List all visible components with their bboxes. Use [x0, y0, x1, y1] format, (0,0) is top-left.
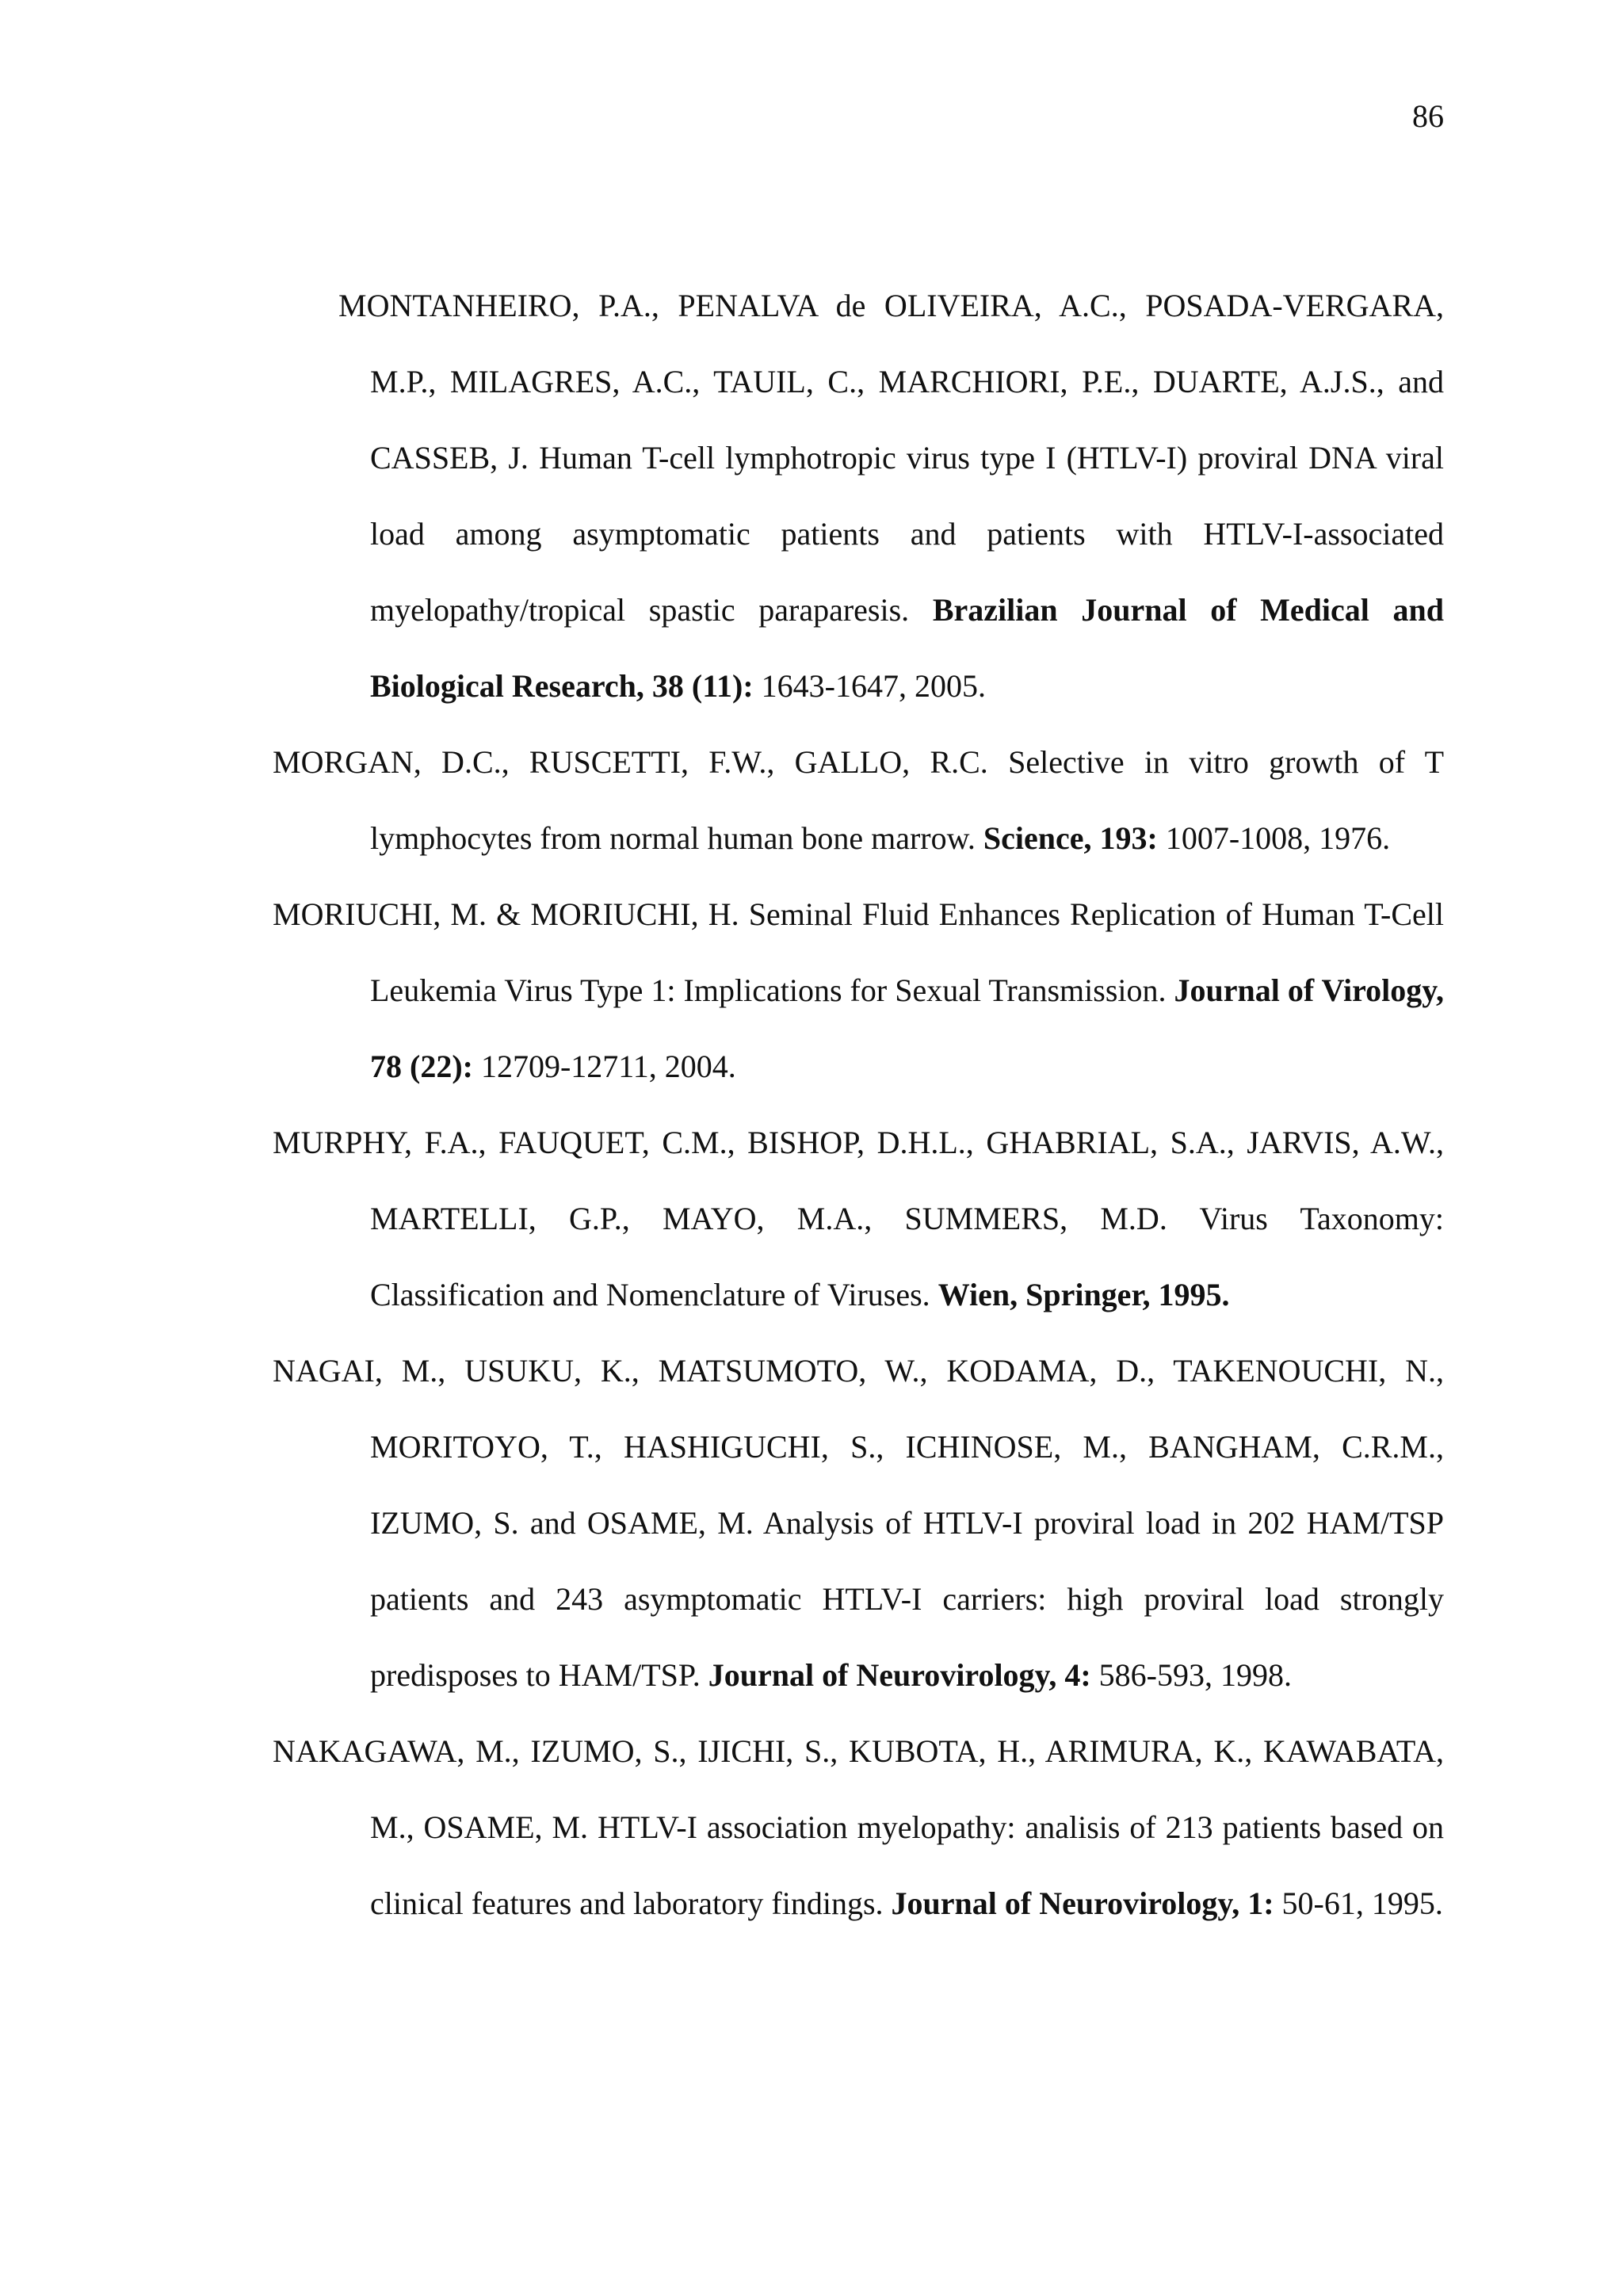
- reference-details: 1643-1647, 2005.: [761, 668, 986, 704]
- reference-journal: Journal of Virology, 78 (22):: [370, 972, 1445, 1084]
- reference-entry: [273, 724, 1444, 877]
- reference-journal: Journal of Neurovirology, 4:: [708, 1657, 1091, 1693]
- reference-authors: MONTANHEIRO, P.A., PENALVA de OLIVEIRA, A.C., POSADA-VERGARA, M.P., MILAGRES, A.C., TAUIL, C., MARCHIORI, P.E., DUARTE, A.J.S., and CASSEB, J.: [338, 288, 1444, 476]
- reference-authors: MORIUCHI, M. & MORIUCHI, H.: [273, 896, 739, 932]
- reference-authors: NAKAGAWA, M., IZUMO, S., IJICHI, S., KUBOTA, H., ARIMURA, K., KAWABATA, M., OSAME, M.: [273, 1733, 1444, 1845]
- reference-journal: Journal of Neurovirology, 1:: [891, 1885, 1274, 1921]
- reference-authors: NAGAI, M., USUKU, K., MATSUMOTO, W., KODAMA, D., TAKENOUCHI, N., MORITOYO, T., HASHIGUCHI, S., ICHINOSE, M., BANGHAM, C.R.M., IZUMO, S. and OSAME, M.: [273, 1353, 1444, 1541]
- reference-entry: [273, 1713, 1444, 1942]
- reference-list: [273, 268, 1444, 1942]
- page-number: 86: [1412, 98, 1444, 134]
- reference-title: Human T-cell lymphotropic virus type I (HTLV-I) proviral DNA viral load among asymptomatic patients and patients with HTLV-I-associated myelopathy/tropical spastic paraparesis.: [370, 440, 1445, 628]
- reference-authors: MURPHY, F.A., FAUQUET, C.M., BISHOP, D.H.L., GHABRIAL, S.A., JARVIS, A.W., MARTELLI, G.P., MAYO, M.A., SUMMERS, M.D.: [273, 1125, 1444, 1236]
- reference-details: 1007-1008, 1976.: [1165, 820, 1391, 856]
- reference-entry: [273, 877, 1444, 1105]
- reference-title: Virus Taxonomy: Classification and Nomenclature of Viruses.: [370, 1201, 1444, 1312]
- reference-title: Selective in vitro growth of T lymphocytes from normal human bone marrow.: [370, 744, 1445, 856]
- reference-journal: Science, 193:: [983, 820, 1158, 856]
- reference-entry: [273, 268, 1444, 724]
- reference-details: 12709-12711, 2004.: [480, 1049, 736, 1084]
- reference-entry: [273, 1105, 1444, 1333]
- reference-details: 50-61, 1995.: [1281, 1885, 1443, 1921]
- reference-entry: [273, 1333, 1444, 1713]
- reference-details: 586-593, 1998.: [1098, 1657, 1292, 1693]
- reference-journal: Brazilian Journal of Medical and Biological Research, 38 (11):: [370, 592, 1445, 704]
- reference-title: Analysis of HTLV-I proviral load in 202 HAM/TSP patients and 243 asymptomatic HTLV-I carriers: high proviral load strongly predisposes to HAM/TSP.: [370, 1505, 1445, 1693]
- reference-journal: Wien, Springer, 1995.: [938, 1277, 1230, 1312]
- reference-authors: MORGAN, D.C., RUSCETTI, F.W., GALLO, R.C.: [273, 744, 988, 780]
- reference-title: Seminal Fluid Enhances Replication of Human T-Cell Leukemia Virus Type 1: Implications for Sexual Transmission.: [370, 896, 1444, 1008]
- reference-title: HTLV-I association myelopathy: analisis of 213 patients based on clinical features and laboratory findings.: [370, 1809, 1445, 1921]
